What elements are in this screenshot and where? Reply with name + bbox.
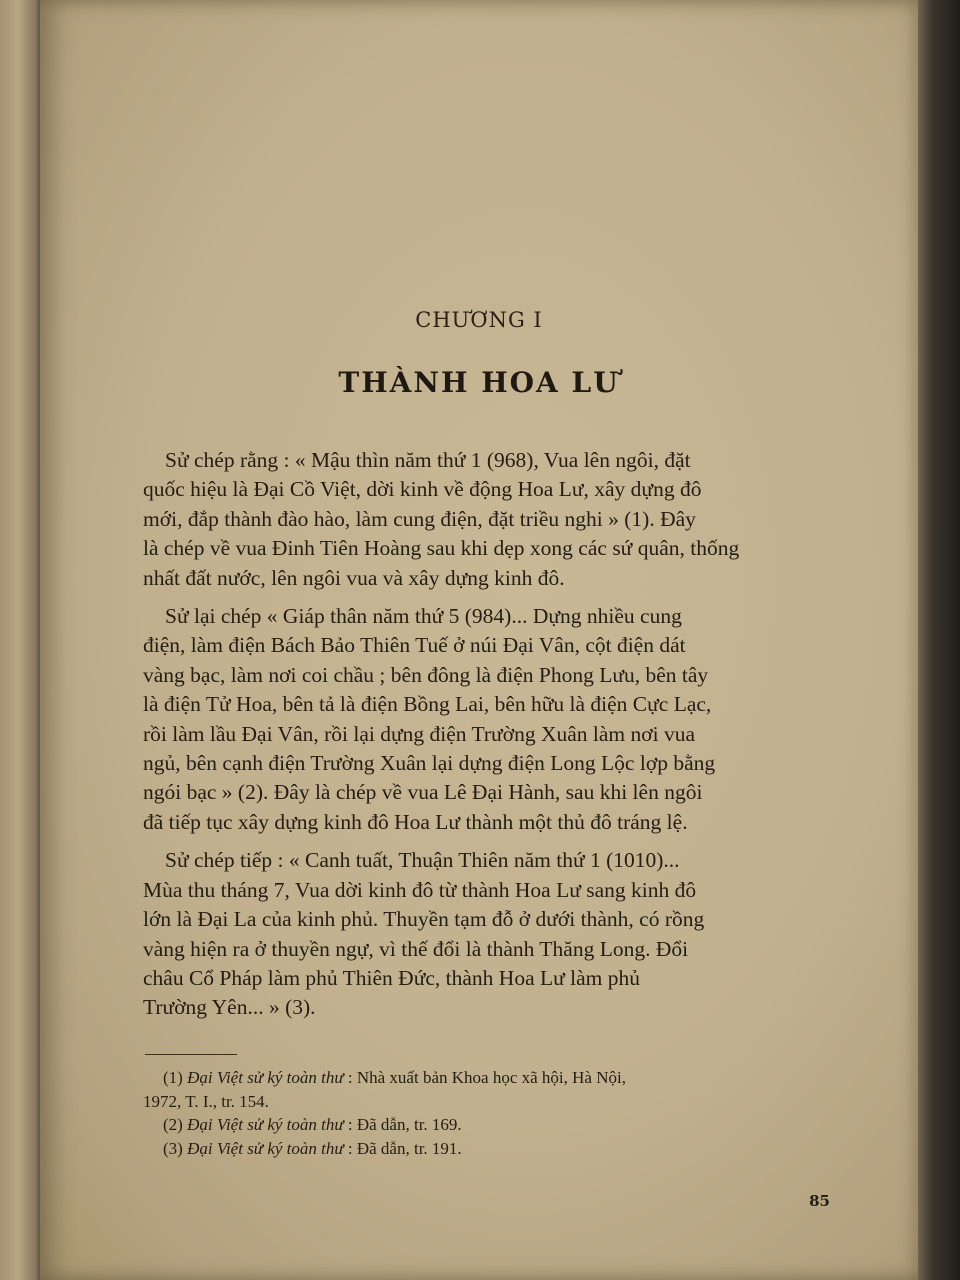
book-spine-left	[0, 0, 44, 1280]
footnote-detail: : Đã dẫn, tr. 169.	[343, 1115, 462, 1134]
footnote-detail: : Nhà xuất bản Khoa học xã hội, Hà Nội, 1972, T. I., tr. 154.	[143, 1068, 626, 1111]
footnote-divider	[145, 1054, 237, 1055]
footnote-source-title: Đại Việt sử ký toàn thư	[187, 1115, 344, 1134]
table-background-right	[918, 0, 960, 1280]
footnote-1	[143, 1066, 833, 1113]
footnote-marker: (3)	[163, 1138, 183, 1158]
chapter-label: CHƯƠNG I	[415, 308, 543, 332]
chapter-title: THÀNH HOA LƯ	[338, 366, 620, 399]
footnote-2	[143, 1113, 833, 1137]
footnote-source-title: Đại Việt sử ký toàn thư	[187, 1068, 344, 1087]
page-number: 85	[809, 1192, 830, 1210]
footnote-marker: (2)	[163, 1115, 183, 1134]
paragraph-1: Sử chép rằng : « Mậu thìn năm thứ 1 (968), Vua lên ngôi, đặt quốc hiệu là Đại Cồ Việt, dời kinh về động Hoa Lư, xây dựng đô mới, đắp thành đào hào, làm cung điện, đặt triều nghi » (1). Đây là chép về vua Đinh Tiên Hoàng sau khi dẹp xong các sứ quân, thống nhất đất nước, lên ngôi vua và xây dựng kinh đô.	[143, 448, 740, 590]
footnotes	[143, 1066, 833, 1160]
footnote-marker: (1)	[163, 1068, 183, 1087]
footnote-source-title: Đại Việt sử ký toàn thư	[187, 1138, 344, 1158]
paragraph-2: Sử lại chép « Giáp thân năm thứ 5 (984)... Dựng nhiều cung điện, làm điện Bách Bảo Thiên Tuế ở núi Đại Vân, cột điện dát vàng bạc, làm nơi coi chầu ; bên đông là điện Phong Lưu, bên tây là điện Tử Hoa, bên tả là điện Bồng Lai, bên hữu là điện Cực Lạc, rồi làm lầu Đại Vân, rồi lại dựng điện Trường Xuân làm nơi vua ngủ, bên cạnh điện Trường Xuân lại dựng điện Long Lộc lợp bằng ngói bạc » (2). Đây là chép về vua Lê Đại Hành, sau khi lên ngôi đã tiếp tục xây dựng kinh đô Hoa Lư thành một thủ đô tráng lệ.	[143, 604, 716, 834]
footnote-detail: : Đã dẫn, tr. 191.	[343, 1138, 462, 1158]
paragraph-3: Sử chép tiếp : « Canh tuất, Thuận Thiên năm thứ 1 (1010)... Mùa thu tháng 7, Vua dời kinh đô từ thành Hoa Lư sang kinh đô lớn là Đại La của kinh phủ. Thuyền tạm đỗ ở dưới thành, có rồng vàng hiện ra ở thuyền ngự, vì thế đổi là thành Thăng Long. Đổi châu Cổ Pháp làm phủ Thiên Đức, thành Hoa Lư làm phủ Trường Yên... » (3).	[143, 848, 705, 1020]
chapter-body	[143, 446, 831, 1032]
footnote-3	[143, 1137, 833, 1161]
